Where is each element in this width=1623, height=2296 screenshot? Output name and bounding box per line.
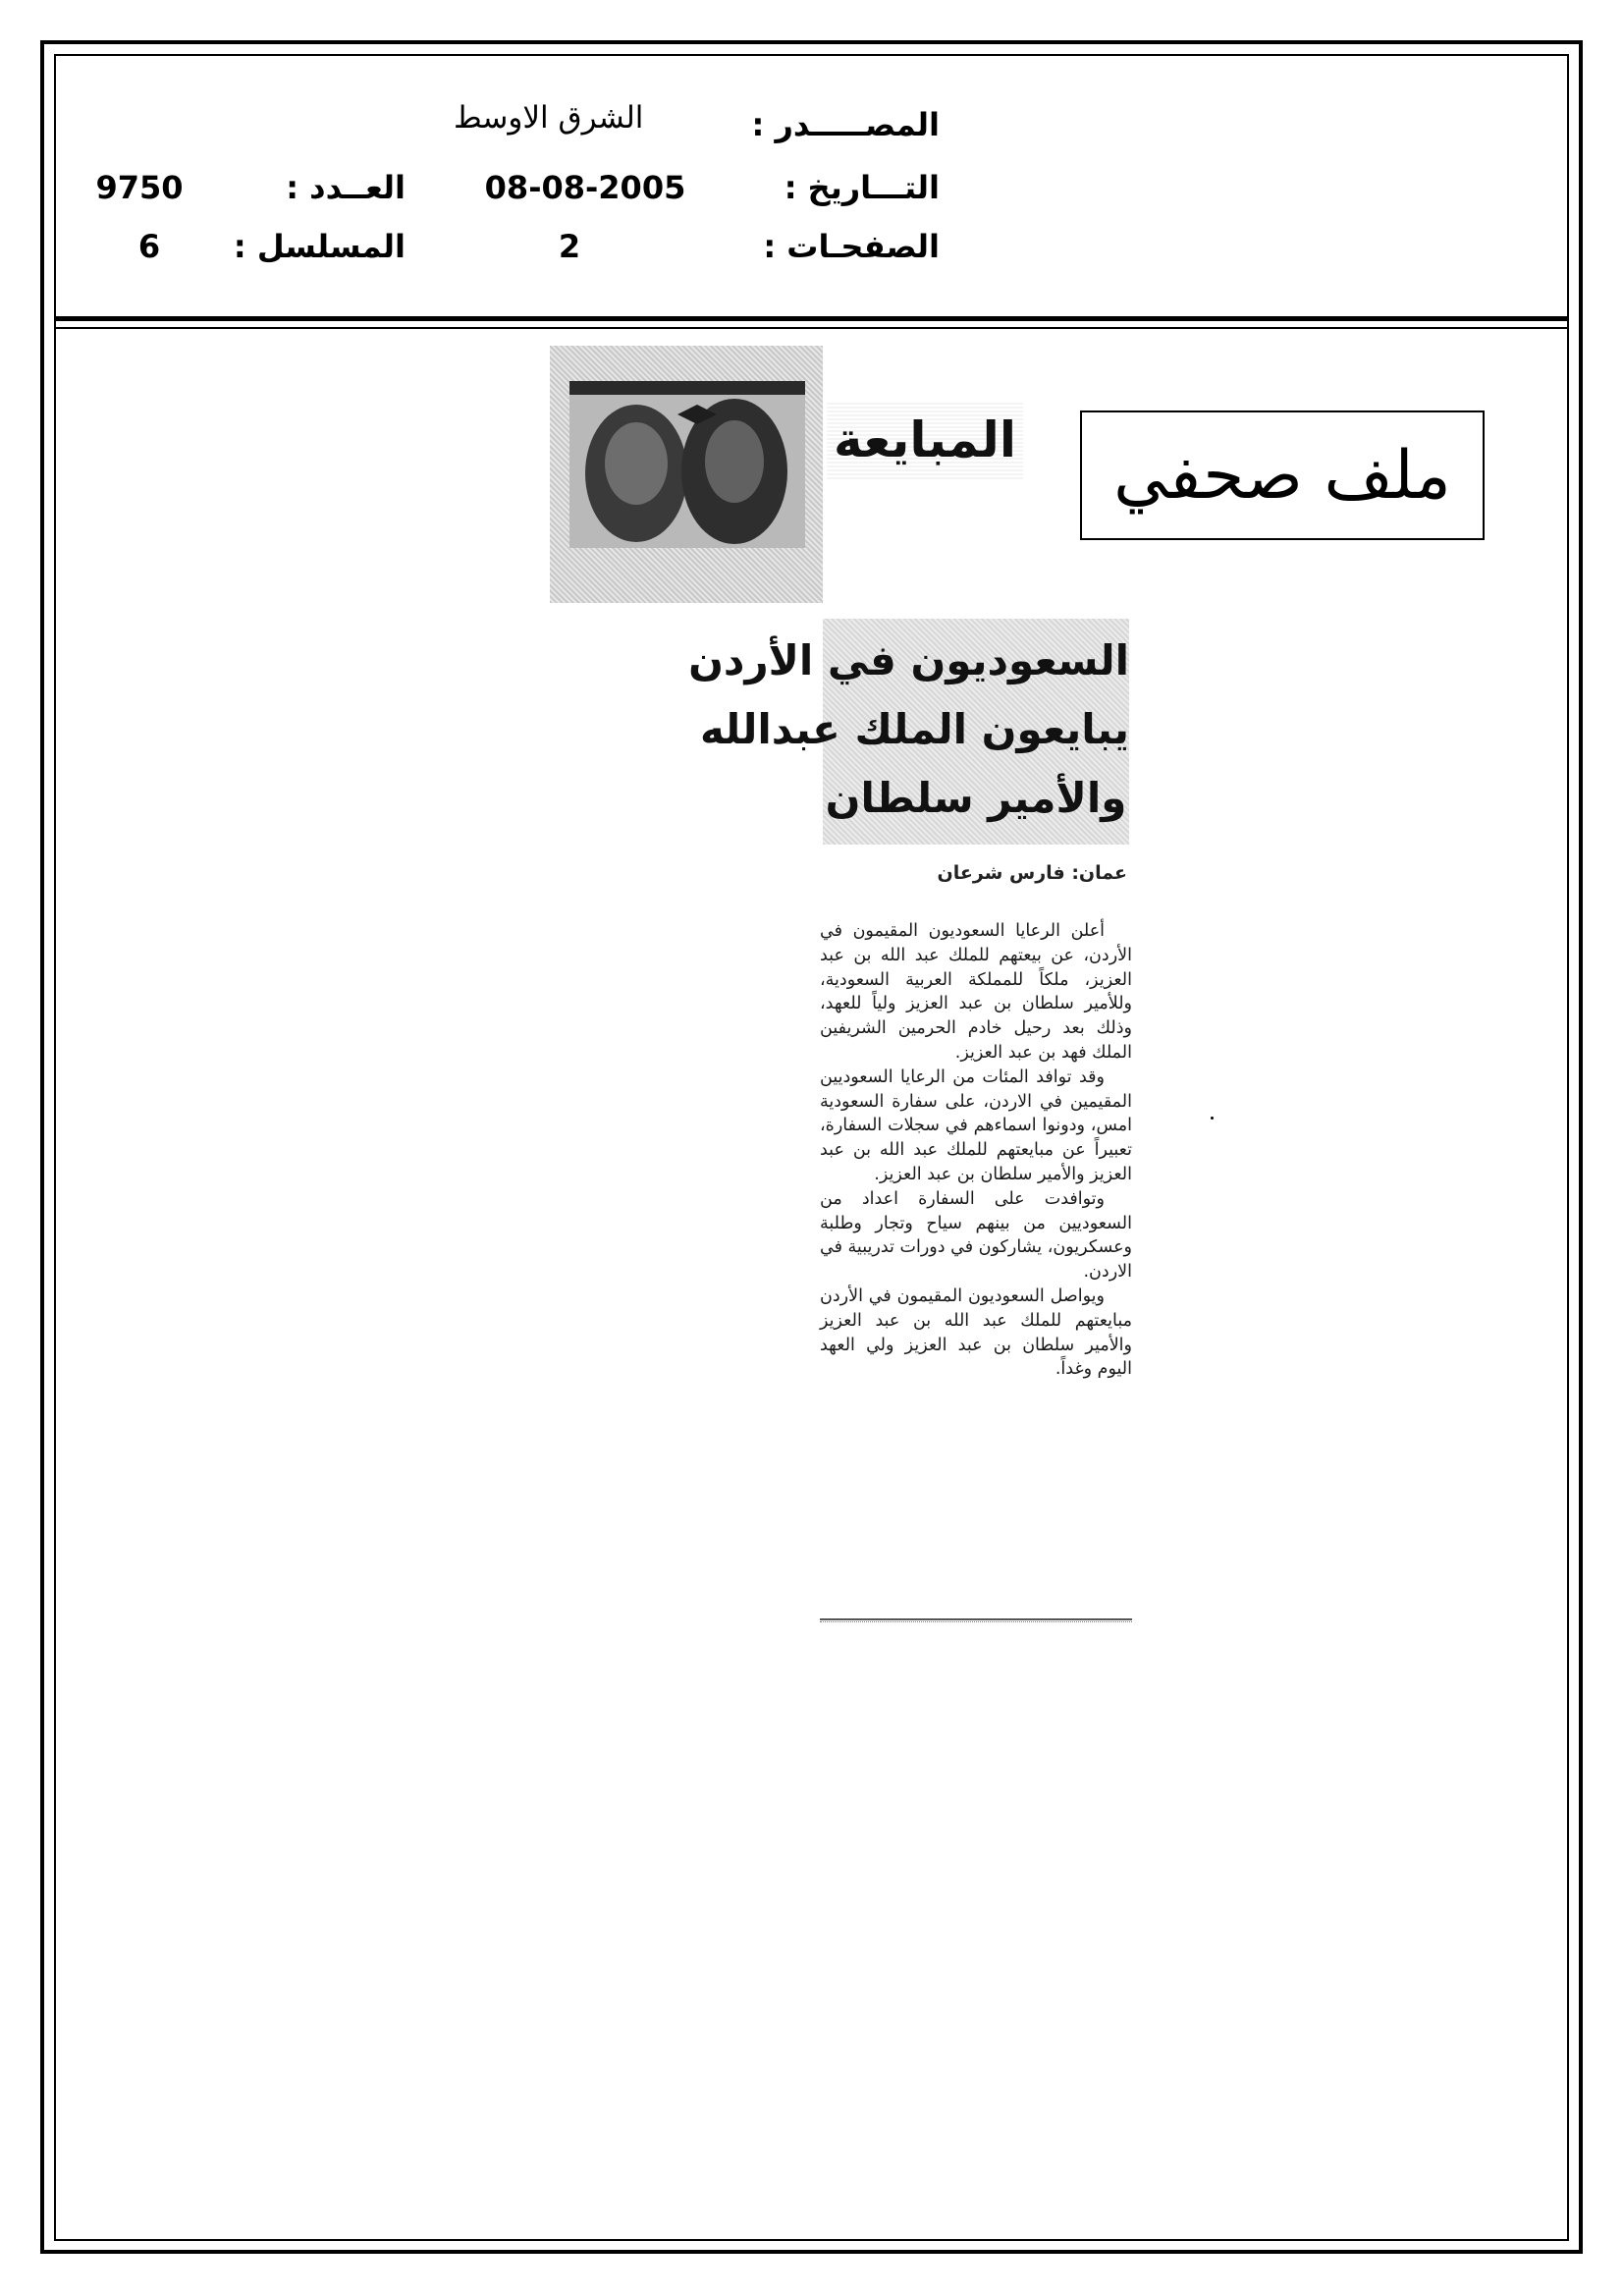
banner-photo [550,346,823,603]
source-label: المصـــــدر : [751,106,940,143]
headline-line: السعوديون في الأردن [688,636,1129,684]
pages-value: 2 [558,228,581,265]
stamp-text: ملف صحفي [1113,436,1451,515]
issue-label: العــدد : [286,169,406,206]
article-paragraph: أعلن الرعايا السعوديون المقيمون في الأردن، عن بيعتهم للملك عبد الله بن عبد العزيز، ملكاً للمملكة العربية السعودية، وللأمير سلطان بن عبد العزيز ولياً للعهد، وذلك بعد رحيل خادم الحرمين الشريفين الملك فهد بن عبد العزيز. [820,921,1132,1063]
banner-title: المبايعة [827,401,1023,479]
header-divider [54,316,1569,329]
article-paragraph: وقد توافد المئات من الرعايا السعوديين المقيمين في الاردن، على سفارة السعودية امس، ودونوا اسماءهم في سجلات السفارة، تعبيراً عن مبايعتهم للملك عبد الله بن عبد العزيز والأمير سلطان بن عبد العزيز. [820,1066,1132,1184]
source-value: الشرق الاوسط [454,100,644,136]
press-file-stamp [1080,410,1485,540]
article-paragraph: ويواصل السعوديون المقيمون في الأردن مبايعتهم للملك عبد الله بن عبد العزيز والأمير سلطان بن عبد العزيز ولي العهد اليوم وغداً. [820,1285,1132,1380]
serial-label: المسلسل : [233,228,406,265]
headline-line: يبايعون الملك عبدالله [699,705,1129,753]
article-body [820,919,1132,1382]
issue-value: 9750 [95,169,184,206]
date-value: 08-08-2005 [484,169,686,206]
pages-label: الصفحـات : [763,228,940,265]
headline-line: والأمير سلطان [825,774,1127,822]
article-paragraph: وتوافدت على السفارة اعداد من السعوديين من بينهم سياح وتجار وطلبة وعسكريون، يشاركون في دورات تدريبية في الاردن. [820,1188,1132,1283]
date-label: التـــاريخ : [784,169,940,206]
article-end-rule [820,1618,1132,1622]
scan-speck [1211,1117,1214,1120]
byline: عمان: فارس شرعان [937,862,1127,884]
serial-value: 6 [137,228,161,265]
banner-photo-graphic [550,346,823,603]
headline [688,619,1129,845]
